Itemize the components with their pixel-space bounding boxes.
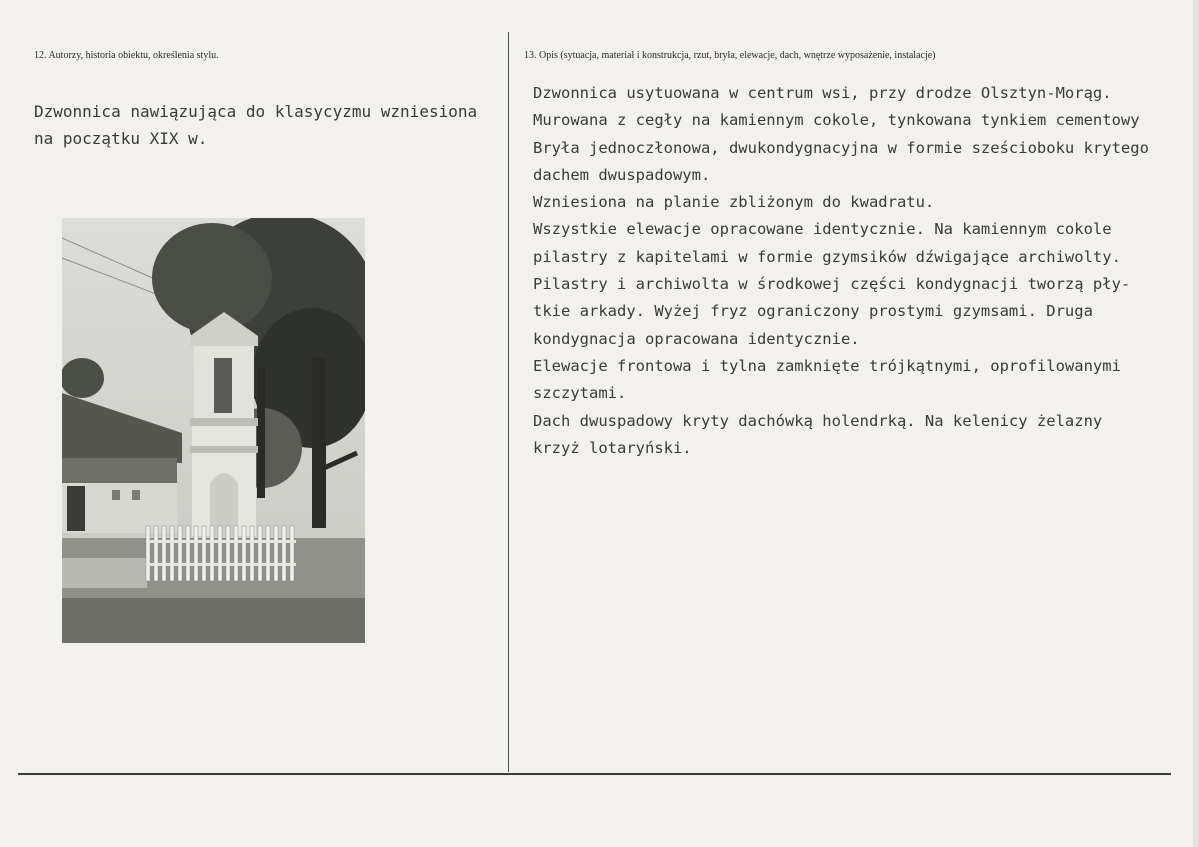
description-line: kondygnacja opracowana identycznie. xyxy=(533,329,860,348)
description-line: Dach dwuspadowy kryty dachówką holendrką. Na kelenicy żelazny xyxy=(533,411,1103,430)
description-line: pilastry z kapitelami w formie gzymsików dźwigające archiwolty. xyxy=(533,247,1121,266)
description-line: Pilastry i archiwolta w środkowej części kondygnacji tworzą pły- xyxy=(533,275,1131,294)
photo-image xyxy=(62,218,365,643)
bottom-rule xyxy=(18,773,1171,775)
section-13-heading: 13. Opis (sytuacja, materiał i konstrukcja, rzut, bryła, elewacje, dach, wnętrze wyposażenie, instalacje) xyxy=(524,50,936,61)
column-divider xyxy=(508,32,509,772)
description-line: Murowana z cegły na kamiennym cokole, tynkowana tynkiem cementowy xyxy=(533,111,1140,130)
section-13-text xyxy=(533,80,1199,462)
description-line: Wszystkie elewacje opracowane identycznie. Na kamiennym cokole xyxy=(533,220,1112,239)
section-12-text: Dzwonnica nawiązująca do klasycyzmu wzniesiona na początku XIX w. xyxy=(34,102,478,148)
description-line: tkie arkady. Wyżej fryz ograniczony prostymi gzymsami. Druga xyxy=(533,302,1093,321)
description-line: Elewacje frontowa i tylna zamknięte trójkątnymi, oprofilowanymi xyxy=(533,356,1121,375)
bell-tower-photo xyxy=(62,218,365,643)
description-line: szczytami. xyxy=(533,384,627,403)
description-line: dachem dwuspadowym. xyxy=(533,165,711,184)
description-line: Dzwonnica usytuowana w centrum wsi, przy drodze Olsztyn-Morąg. xyxy=(533,84,1112,102)
description-line: Wzniesiona na planie zbliżonym do kwadratu. xyxy=(533,193,935,212)
description-line: krzyż lotaryński. xyxy=(533,438,692,457)
description-line: Bryła jednoczłonowa, dwukondygnacyjna w formie sześcioboku krytego xyxy=(533,138,1149,157)
section-12-heading: 12. Autorzy, historia obiektu, określenia stylu. xyxy=(34,50,219,61)
